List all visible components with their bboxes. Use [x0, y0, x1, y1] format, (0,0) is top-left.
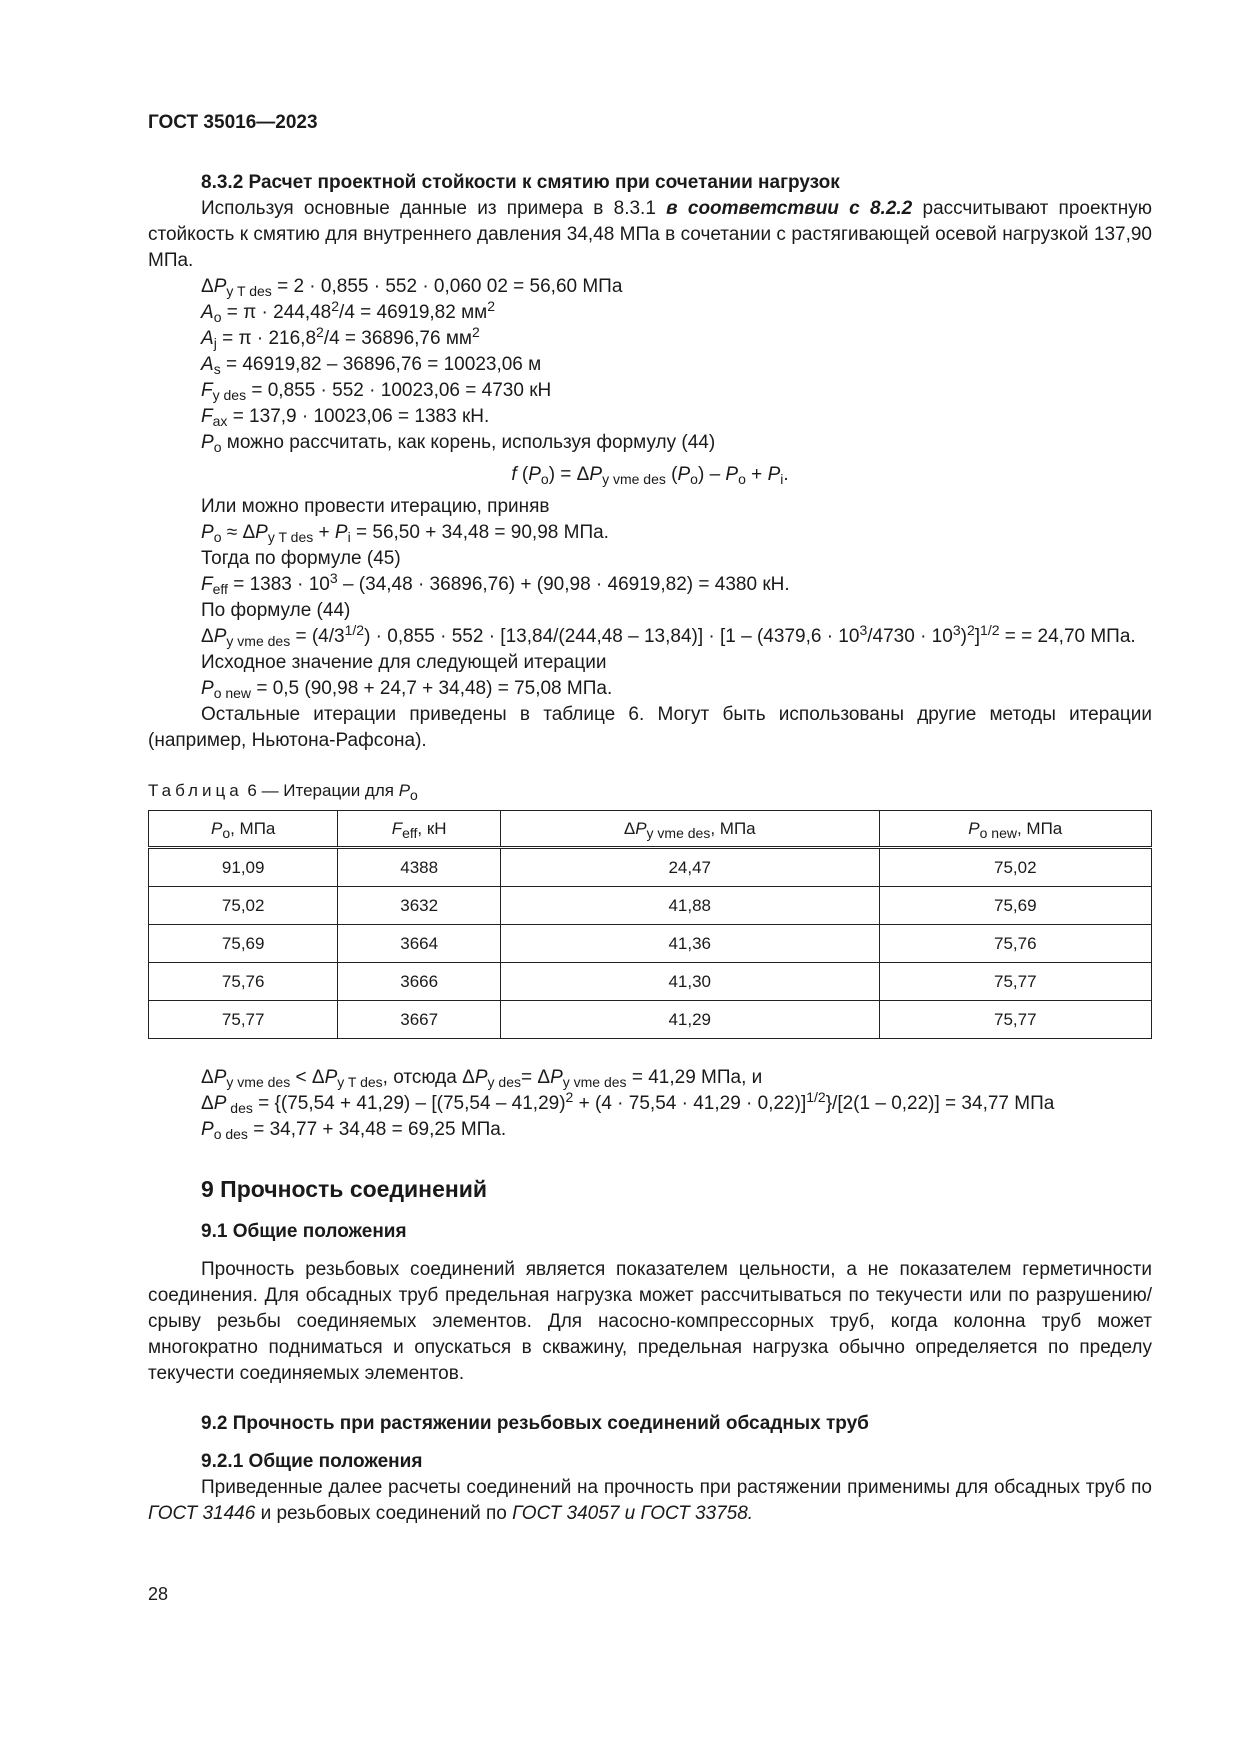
table-cell: 75,77	[879, 963, 1151, 1001]
table-cell: 75,69	[149, 925, 338, 963]
table-row	[149, 848, 1152, 887]
po-root-text: $P_o$ можно рассчитать, как корень, используя формулу (44)	[201, 432, 716, 455]
table-header-row	[149, 811, 1152, 848]
table-cell: 41,29	[500, 1001, 879, 1039]
document-body	[148, 170, 1152, 1527]
section-9-2-1-heading: 9.2.1 Общие положения	[201, 1451, 423, 1472]
table-cell: 91,09	[149, 848, 338, 887]
table-cell: 41,88	[500, 887, 879, 925]
table-cell: 3632	[338, 887, 501, 925]
table-cell: 75,77	[149, 1001, 338, 1039]
section-9-2-1-text: Приведенные далее расчеты соединений на прочность при растяжении применимы для обсадных труб по ГОСТ 31446 и резьбовых соединений по ГОСТ 34057 и ГОСТ 33758.	[148, 1477, 1152, 1524]
formula-feff: $F_{eff} = 1383 \cdot 10^3 - (34,48 \cdot 36896,76) + (90,98 \cdot 46919,82) = 4380$ кН.	[201, 570, 790, 597]
table-cell: 75,76	[149, 963, 338, 1001]
section-9-heading: 9 Прочность соединений	[201, 1176, 488, 1202]
iterations-table	[148, 810, 1152, 1039]
section-9-1-heading: 9.1 Общие положения	[201, 1221, 407, 1242]
formula-dp-yt-des: $\Delta P_{y T des} = 2 \cdot 0,855 \cdot 552 \cdot 0,060$ 02 = 56,60 МПа	[201, 276, 623, 299]
formula-dp-des: ΔP $_{des} = \{(75,54 + 41,29) - [(75,54 - 41,29)^2 + (4 \cdot 75,54 \cdot 41,29 \cdot 0,22)]^{1/2}\}/[2(1 - 0,22)] = 34,77$ МПа	[201, 1089, 1055, 1116]
table-cell: 24,47	[500, 848, 879, 887]
table-cell: 41,30	[500, 963, 879, 1001]
table-cell: 4388	[338, 848, 501, 887]
document-header: ГОСТ 35016—2023	[148, 112, 318, 133]
formula-fax: $F_{ax} = 137,9 \cdot 10023,06 = 1383$ кН.	[201, 406, 490, 429]
table-cell: 3667	[338, 1001, 501, 1039]
table-cell: 41,36	[500, 925, 879, 963]
column-header-po-new: $P_{o new}$, МПа	[879, 811, 1151, 848]
then-formula-45: Тогда по формуле (45)	[201, 548, 401, 569]
or-iteration-text: Или можно провести итерацию, приняв	[201, 496, 550, 517]
formula-as: $A_s = 46919,82 - 36896,76 = 10023,06$ м	[201, 354, 542, 377]
column-header-feff: $F_{eff}$, кН	[338, 811, 501, 848]
section-9-2-heading: 9.2 Прочность при растяжении резьбовых соединений обсадных труб	[201, 1413, 869, 1434]
table-cell: 75,69	[879, 887, 1151, 925]
initial-value-text: Исходное значение для следующей итерации	[201, 652, 607, 673]
formula-fy-des: $F_{y des} = 0,855 \cdot 552 \cdot 10023,06 = 4730$ кН	[201, 380, 552, 403]
formula-po-des: $P_{o des} = 34,77 + 34,48 = 69,25$ МПа.	[201, 1119, 507, 1142]
section-9-1-text: Прочность резьбовых соединений является показателем цельности, а не показателем герметичности соединения. Для обсадных труб предельная нагрузка может рассчитываться по текучести или по разрушению/срыву резьбы соединяемых элементов. Для насосно-компрессорных труб, когда колонна труб может многократно подниматься и опускаться в скважину, предельная нагрузка обычно определяется по пределу текучести соединяемых элементов.	[148, 1259, 1152, 1384]
table-cell: 75,76	[879, 925, 1151, 963]
formula-po-approx: $P_o \approx \Delta P_{y T des} + P_i = 56,50 + 34,48 = 90,98$ МПа.	[201, 522, 609, 545]
table-row	[149, 963, 1152, 1001]
section-8-3-2-heading: 8.3.2 Расчет проектной стойкости к смятию при сочетании нагрузок	[201, 172, 840, 193]
table-cell: 75,02	[879, 848, 1151, 887]
formula-ao: $A_o = \pi \cdot 244,48^2/4 = 46919,82$ $мм^2$	[201, 298, 495, 325]
formula-po-new: $P_{o new} = 0,5$ (90,98 + 24,7 + 34,48) = 75,08 МПа.	[201, 678, 613, 701]
table-cell: 3664	[338, 925, 501, 963]
table-cell: 75,02	[149, 887, 338, 925]
formula-dp-vme: $\Delta P_{y vme des} = (4/3^{1/2}) \cdot 0,855 \cdot 552 \cdot [13,84/(244,48 - 13,84)] \cdot [1 - (4379,6 \cdot 10^3/4730 \cdot 10^3)^2]^{1/2}$ = = 24,70 МПа.	[201, 622, 1136, 649]
formula-dp-compare: $\Delta P_{y vme des} < \Delta P_{y T des}$, отсюда $\Delta P_{y des}= \Delta P_{y vme des} = 41,29$ МПа, и	[201, 1067, 763, 1090]
column-header-dp-vme: $\Delta P_{y vme des}$, МПа	[500, 811, 879, 848]
formula-aj: $A_j = \pi \cdot 216,8^2/4 = 36896,76$ $мм^2$	[201, 324, 480, 351]
table-6-caption: Таблица 6 — Итерации для $P_o$	[148, 781, 418, 803]
column-header-po: $P_o$, МПа	[149, 811, 338, 848]
page-number: 28	[148, 1584, 169, 1604]
table-row	[149, 887, 1152, 925]
table-cell: 3666	[338, 963, 501, 1001]
other-iterations-text: Остальные итерации приведены в таблице 6. Могут быть использованы другие методы итерации (например, Ньютона-Рафсона).	[148, 704, 1152, 751]
section-8-3-2-intro: Используя основные данные из примера в 8.3.1 в соответствии с 8.2.2 рассчитывают проектную стойкость к смятию для внутреннего давления 34,48 МПа в сочетании с растягивающей осевой нагрузкой 137,90 МПа.	[148, 198, 1152, 271]
formula-f-po: f $(P_o) = \Delta P_{y vme des}$ $(P_o) - P_o + P_i$.	[511, 464, 789, 487]
table-row	[149, 1001, 1152, 1039]
by-formula-44: По формуле (44)	[201, 600, 351, 621]
table-cell: 75,77	[879, 1001, 1151, 1039]
table-row	[149, 925, 1152, 963]
